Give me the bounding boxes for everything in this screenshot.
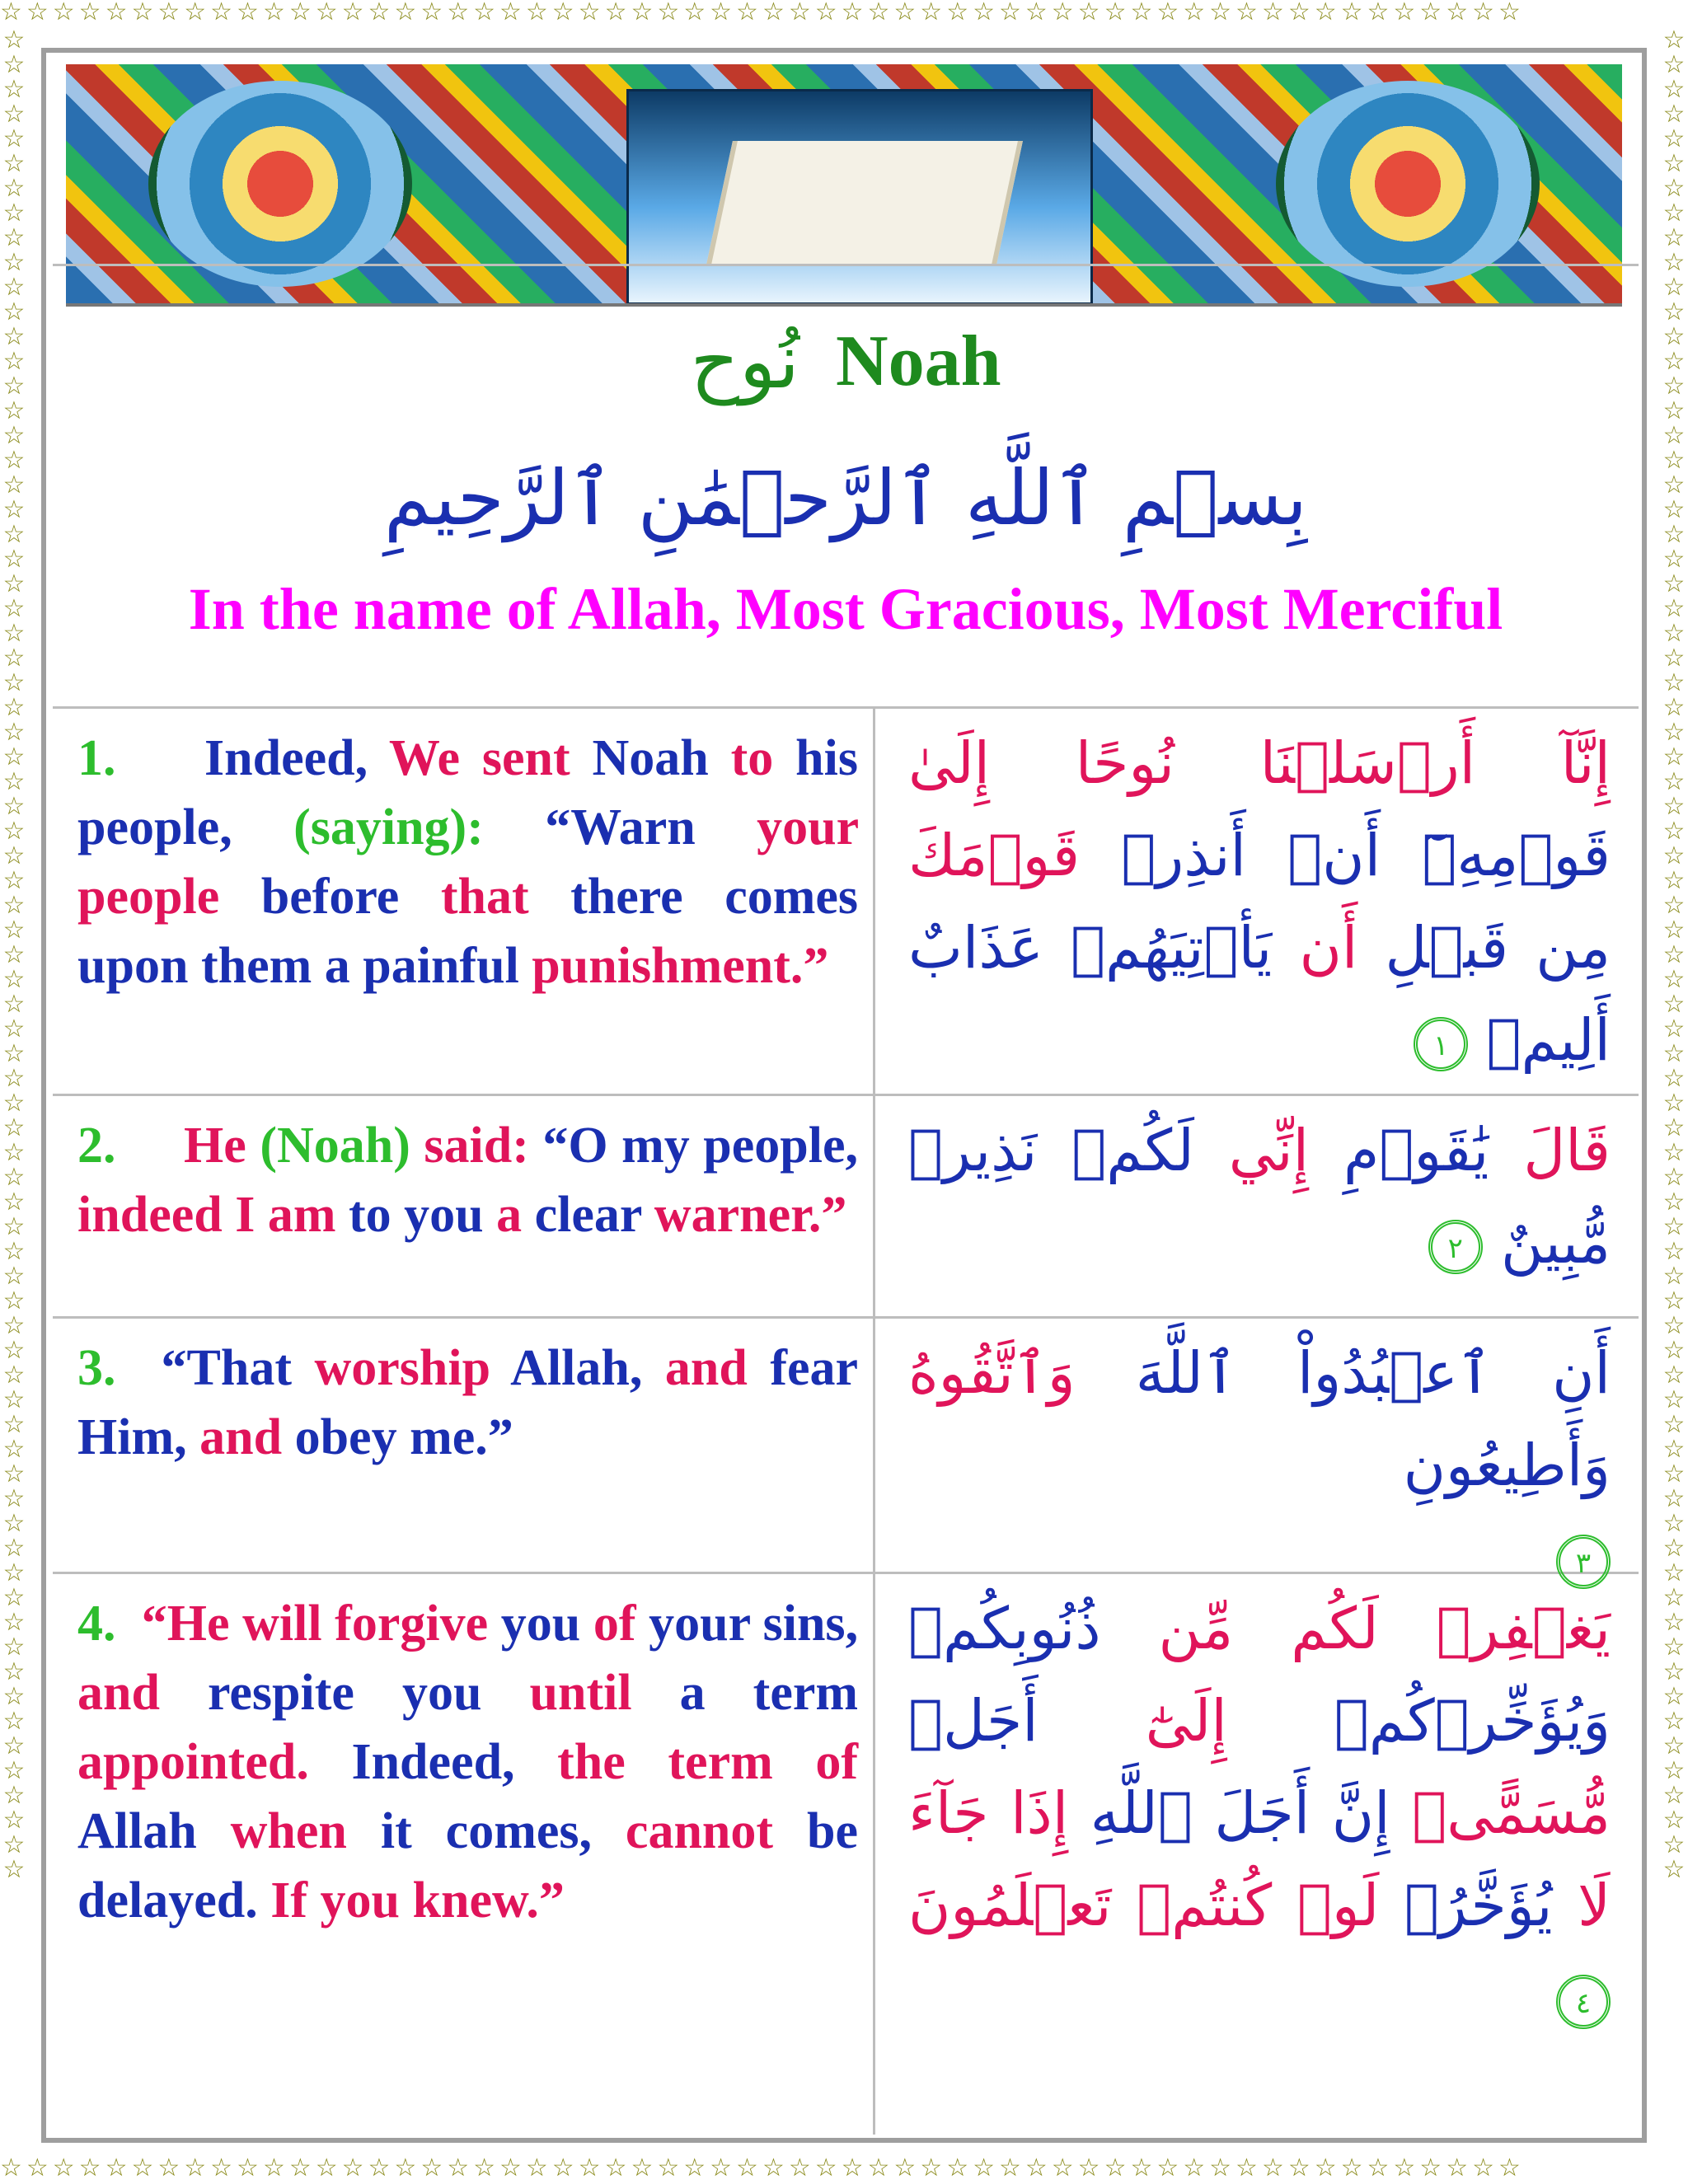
- verse-text: to you: [348, 1187, 484, 1243]
- verse-text: a painful: [324, 938, 519, 994]
- verse-4-english: [59, 1574, 875, 2135]
- verse-text: Noah: [592, 730, 709, 786]
- verse-text: a: [496, 1187, 523, 1243]
- ayah-end-marker-icon: ٤: [1556, 1975, 1611, 2029]
- verse-text: مِن قَبۡلِ: [1385, 914, 1611, 982]
- verse-text: Indeed,: [351, 1734, 515, 1790]
- verse-1-english: [59, 709, 875, 1094]
- verse-text: قَوۡمَكَ: [908, 822, 1081, 889]
- verse-text: لَوۡ كُنتُمۡ: [1137, 1872, 1380, 1939]
- verse-text: fear Him,: [77, 1340, 859, 1465]
- verse-text: أَن: [1299, 914, 1358, 982]
- verse-number: 1.: [77, 730, 116, 786]
- verse-text: Allah: [77, 1803, 197, 1859]
- bismillah-arabic: بِسۡمِ ٱللَّهِ ٱلرَّحۡمَٰنِ ٱلرَّحِيمِ: [383, 454, 1308, 542]
- star-border-top: ☆☆☆☆☆☆☆☆☆☆☆☆☆☆☆☆☆☆☆☆☆☆☆☆☆☆☆☆☆☆☆☆☆☆☆☆☆☆☆☆☆☆☆☆☆☆☆☆☆☆☆☆☆☆☆☆☆☆: [0, 0, 1525, 26]
- verse-number: 3.: [77, 1340, 116, 1396]
- verse-text: إِنَّ أَجَلَ ٱللَّهِ: [1090, 1779, 1390, 1847]
- verse-text: إِذَا جَآءَ: [908, 1779, 1069, 1847]
- ayah-end-marker-icon: ١: [1414, 1017, 1468, 1071]
- verse-text: before: [260, 869, 400, 925]
- verse-text: you: [500, 1596, 581, 1652]
- verse-text: (Noah): [260, 1118, 410, 1174]
- verse-text: the term of: [557, 1734, 858, 1790]
- verse-text: your: [757, 799, 859, 855]
- verse-text: إِلَىٰ: [908, 729, 991, 797]
- verse-2-english: [59, 1096, 875, 1316]
- star-border-left: ☆☆☆☆☆☆☆☆☆☆☆☆☆☆☆☆☆☆☆☆☆☆☆☆☆☆☆☆☆☆☆☆☆☆☆☆☆☆☆☆☆☆☆☆☆☆☆☆☆☆☆☆☆☆☆☆☆☆☆☆☆☆☆☆☆☆☆☆☆☆☆☆☆☆☆: [2, 28, 26, 1884]
- bismillah-english: In the name of Allah, Most Gracious, Most Merciful: [188, 576, 1503, 642]
- verse-text: knew.”: [412, 1872, 565, 1929]
- verse-text: إِنَّآ أَرۡسَلۡنَا نُوحًا: [1075, 729, 1611, 797]
- verse-text: يُؤَخَّرُۚ: [1404, 1872, 1553, 1939]
- verse-row-3: [53, 1319, 1639, 1580]
- verse-text: forgive: [335, 1596, 489, 1652]
- star-border-bottom: ☆☆☆☆☆☆☆☆☆☆☆☆☆☆☆☆☆☆☆☆☆☆☆☆☆☆☆☆☆☆☆☆☆☆☆☆☆☆☆☆☆☆☆☆☆☆☆☆☆☆☆☆☆☆☆☆☆☆: [0, 2156, 1525, 2182]
- verse-text: a term: [679, 1665, 858, 1721]
- verse-text: If you: [270, 1872, 400, 1929]
- verse-text: “He will: [141, 1596, 322, 1652]
- surah-title: [53, 317, 1639, 408]
- verse-text: تَعۡلَمُونَ: [908, 1872, 1112, 1939]
- verse-text: respite you: [208, 1665, 482, 1721]
- verse-text: يَغۡفِرۡ لَكُم: [1291, 1595, 1611, 1662]
- verse-text: “That: [161, 1340, 292, 1396]
- ayah-end-marker-icon: ٢: [1428, 1220, 1483, 1274]
- verse-row-1: [53, 709, 1639, 1096]
- verse-text: and: [199, 1409, 283, 1465]
- verse-text: warner.”: [654, 1187, 847, 1243]
- verse-text: there comes upon them: [77, 869, 859, 994]
- verse-text: قَوۡمِهِۦٓ: [1422, 822, 1611, 889]
- verse-text: that: [440, 869, 529, 925]
- verse-text: people,: [703, 1118, 859, 1174]
- verse-text: be delayed.: [77, 1803, 858, 1929]
- verse-3-english: [59, 1319, 875, 1572]
- verse-text: He: [184, 1118, 246, 1174]
- verse-text: your sins,: [649, 1596, 859, 1652]
- verse-2-arabic: [887, 1096, 1632, 1316]
- verse-text: وَأَطِيعُونِ: [1403, 1432, 1611, 1499]
- verse-text: punishment.”: [532, 938, 829, 994]
- verse-text: وَٱتَّقُوهُ: [908, 1339, 1076, 1407]
- verse-text: أَنۡ أَنذِرۡ: [1121, 822, 1381, 889]
- verse-text: يَأۡتِيَهُمۡ عَذَابٌ أَلِيمٞ: [908, 914, 1611, 1074]
- surah-title-arabic: نُوح: [690, 317, 800, 405]
- verse-text: said:: [424, 1118, 529, 1174]
- verse-3-arabic: [887, 1319, 1632, 1580]
- surah-header: [53, 264, 1639, 709]
- verse-text: clear: [534, 1187, 642, 1243]
- page-panel: [41, 48, 1647, 2143]
- star-border-right: ☆☆☆☆☆☆☆☆☆☆☆☆☆☆☆☆☆☆☆☆☆☆☆☆☆☆☆☆☆☆☆☆☆☆☆☆☆☆☆☆☆☆☆☆☆☆☆☆☆☆☆☆☆☆☆☆☆☆☆☆☆☆☆☆☆☆☆☆☆☆☆☆☆☆☆: [1662, 28, 1686, 1884]
- verse-text: Allah,: [510, 1340, 643, 1396]
- verse-text: indeed I am: [77, 1187, 336, 1243]
- verse-text: to: [730, 730, 774, 786]
- verse-text: لَا: [1578, 1872, 1611, 1939]
- verse-text: appointed.: [77, 1734, 309, 1790]
- floral-ornament-right: [1276, 81, 1540, 287]
- verse-text: obey me.”: [294, 1409, 513, 1465]
- verse-text: worship: [314, 1340, 491, 1396]
- verse-text: وَيُؤَخِّرۡكُمۡ: [1334, 1687, 1611, 1755]
- verses-table: [53, 709, 1639, 2135]
- verse-text: إِنِّي: [1228, 1117, 1310, 1184]
- verse-row-2: [53, 1096, 1639, 1319]
- verse-text: people: [77, 869, 220, 925]
- surah-title-english: Noah: [836, 321, 1001, 401]
- verse-text: his: [795, 730, 859, 786]
- verse-number: 2.: [77, 1118, 116, 1174]
- verse-text: مِّن: [1158, 1595, 1234, 1662]
- verse-text: when: [230, 1803, 347, 1859]
- verse-text: لَكُمۡ: [1071, 1117, 1194, 1184]
- verse-text: until: [529, 1665, 632, 1721]
- verse-text: of: [593, 1596, 636, 1652]
- verse-text: “O my: [542, 1118, 690, 1174]
- verse-text: and: [664, 1340, 748, 1396]
- verse-number: 4.: [77, 1596, 116, 1652]
- book-pages: [706, 141, 1023, 265]
- verse-text: قَالَ: [1523, 1117, 1611, 1184]
- verse-text: and: [77, 1665, 160, 1721]
- verse-text: أَجَلٖ: [908, 1687, 1039, 1755]
- verse-text: أَنِ ٱعۡبُدُواْ ٱللَّهَ: [1135, 1339, 1611, 1407]
- floral-ornament-left: [148, 81, 412, 287]
- verse-row-4: [53, 1574, 1639, 2135]
- verse-text: يَٰقَوۡمِ: [1343, 1117, 1489, 1184]
- verse-text: مُّسَمًّىۚ: [1412, 1779, 1611, 1847]
- verse-text: ذُنُوبِكُمۡ: [908, 1595, 1101, 1662]
- verse-text: نَذِيرٞ مُّبِينٌ: [908, 1117, 1611, 1277]
- verse-4-arabic: [887, 1574, 1632, 2135]
- verse-text: it comes,: [380, 1803, 592, 1859]
- verse-text: We sent: [388, 730, 570, 786]
- verse-text: cannot: [625, 1803, 774, 1859]
- verse-text: “Warn: [545, 799, 696, 855]
- verse-text: Indeed,: [204, 730, 368, 786]
- verse-text: people,: [77, 799, 232, 855]
- ayah-end-marker-icon: ٣: [1556, 1535, 1611, 1589]
- verse-text: إِلَىٰٓ: [1145, 1687, 1227, 1755]
- verse-text: (saying):: [293, 799, 484, 855]
- verse-1-arabic: [887, 709, 1632, 1094]
